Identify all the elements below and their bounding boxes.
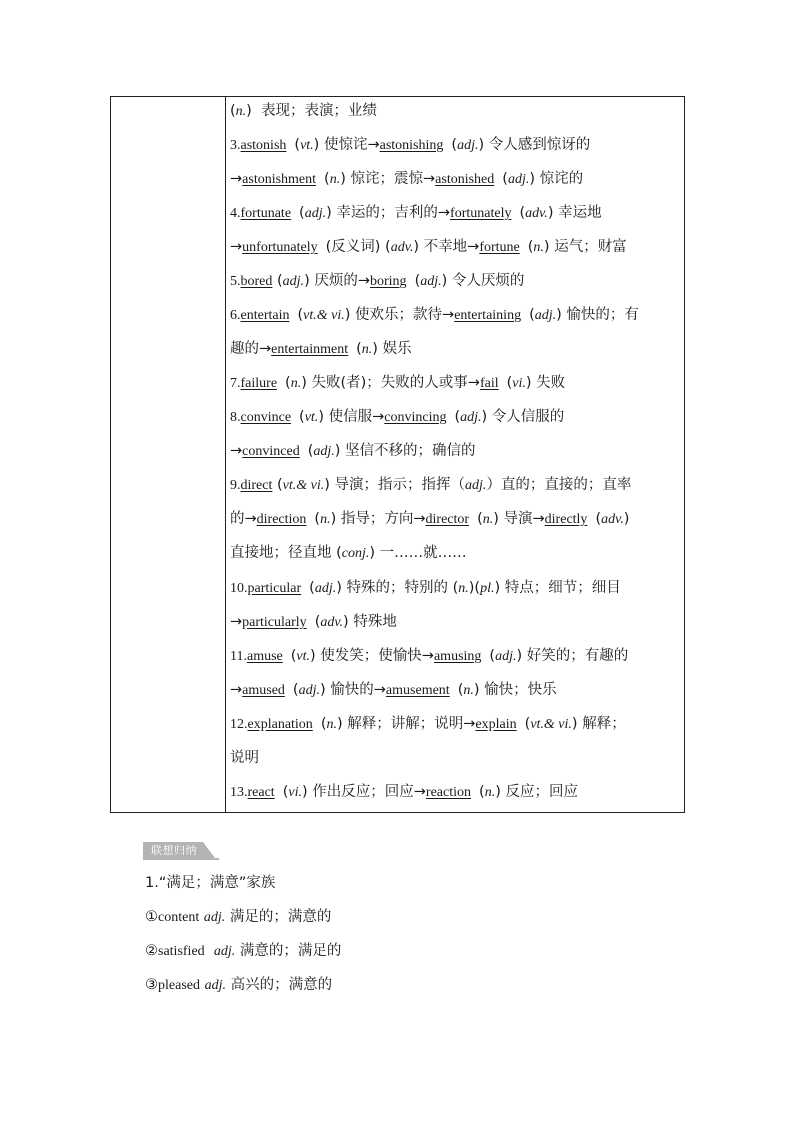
answer-word: fortunately (450, 206, 512, 221)
table-line: 5.bored (adj.) 厌烦的→boring (adj.) 令人厌烦的 (230, 273, 525, 289)
answer-word: particular (247, 581, 302, 596)
answer-word: explanation (247, 717, 313, 732)
table-left-column (111, 97, 226, 812)
answer-word: react (247, 785, 275, 800)
answer-word: fortune (479, 240, 520, 255)
answer-word: boring (370, 274, 407, 289)
table-line: 11.amuse (vt.) 使发笑；使愉快→amusing (adj.) 好笑的；有趣的 (230, 648, 629, 664)
table-line: →convinced (adj.) 坚信不移的；确信的 (230, 443, 476, 459)
answer-word: bored (240, 274, 273, 289)
answer-word: astonishing (379, 138, 444, 153)
table-line: 4.fortunate (adj.) 幸运的；吉利的→fortunately (adv.) 幸运地 (230, 205, 602, 221)
answer-word: entertaining (454, 308, 522, 323)
answer-word: particularly (242, 615, 307, 630)
answer-word: astonishment (242, 172, 317, 187)
answer-word: convinced (242, 444, 300, 459)
answer-word: reaction (425, 785, 472, 800)
table-line: 7.failure (n.) 失败(者)；失败的人或事→fail (vi.) 失败 (230, 375, 566, 391)
answer-word: failure (240, 376, 278, 391)
list-item: ③pleased adj. 高兴的；满意的 (145, 977, 333, 993)
section-badge (143, 842, 219, 860)
answer-word: convincing (384, 410, 447, 425)
table-line: →astonishment (n.) 惊诧；震惊→astonished (adj.) 惊诧的 (230, 171, 584, 187)
list-item: ①content adj. 满足的；满意的 (145, 909, 332, 925)
table-right-column (226, 97, 684, 812)
table-line: 直接地；径直地 (conj.) 一……就…… (230, 545, 467, 561)
answer-word: amuse (246, 649, 283, 664)
answer-word: fail (479, 376, 499, 391)
answer-word: astonish (240, 138, 287, 153)
pos-label: n. (235, 104, 247, 119)
answer-word: entertainment (271, 342, 349, 357)
table-line: 9.direct (vt.& vi.) 导演；指示；指挥（adj.）直的；直接的；直率 (230, 477, 632, 493)
answer-word: direction (256, 512, 307, 527)
table-line: →particularly (adv.) 特殊地 (230, 614, 397, 630)
table-line: 趣的→entertainment (n.) 娱乐 (230, 341, 412, 357)
answer-word: astonished (435, 172, 495, 187)
table-line: (n.) 表现；表演；业绩 (230, 103, 378, 119)
table-line: 3.astonish (vt.) 使惊诧→astonishing (adj.) 令人感到惊讶的 (230, 137, 591, 153)
answer-word: directly (544, 512, 588, 527)
vocabulary-table (110, 96, 685, 813)
answer-word: amusement (385, 683, 450, 698)
table-line: 的→direction (n.) 指导；方向→director (n.) 导演→directly (adv.) (230, 511, 630, 527)
table-line: 10.particular (adj.) 特殊的；特别的 (n.)(pl.) 特点；细节；细目 (230, 580, 621, 596)
table-line: 6.entertain (vt.& vi.) 使欢乐；款待→entertaining (adj.) 愉快的；有 (230, 307, 639, 323)
answer-word: fortunate (240, 206, 292, 221)
table-line: 12.explanation (n.) 解释；讲解；说明→explain (vt.& vi.) 解释； (230, 716, 626, 732)
table-line: 13.react (vi.) 作出反应；回应→reaction (n.) 反应；回应 (230, 784, 578, 800)
table-line: →unfortunately (反义词) (adv.) 不幸地→fortune (n.) 运气；财富 (230, 239, 627, 255)
answer-word: entertain (240, 308, 290, 323)
answer-word: amusing (433, 649, 482, 664)
list-item: ②satisfied adj. 满意的；满足的 (145, 943, 342, 959)
badge-label: 联想归纳 (151, 844, 197, 857)
meaning-text: 表现；表演；业绩 (261, 103, 378, 119)
table-line: →amused (adj.) 愉快的→amusement (n.) 愉快；快乐 (230, 682, 557, 698)
answer-word: explain (475, 717, 517, 732)
answer-word: director (425, 512, 470, 527)
answer-word: convince (240, 410, 292, 425)
answer-word: direct (240, 478, 273, 493)
table-line: 8.convince (vt.) 使信服→convincing (adj.) 令人信服的 (230, 409, 565, 425)
table-line: 说明 (230, 750, 259, 766)
answer-word: amused (242, 683, 285, 698)
answer-word: unfortunately (242, 240, 318, 255)
section-heading: 1.“满足；满意”家族 (145, 875, 276, 891)
